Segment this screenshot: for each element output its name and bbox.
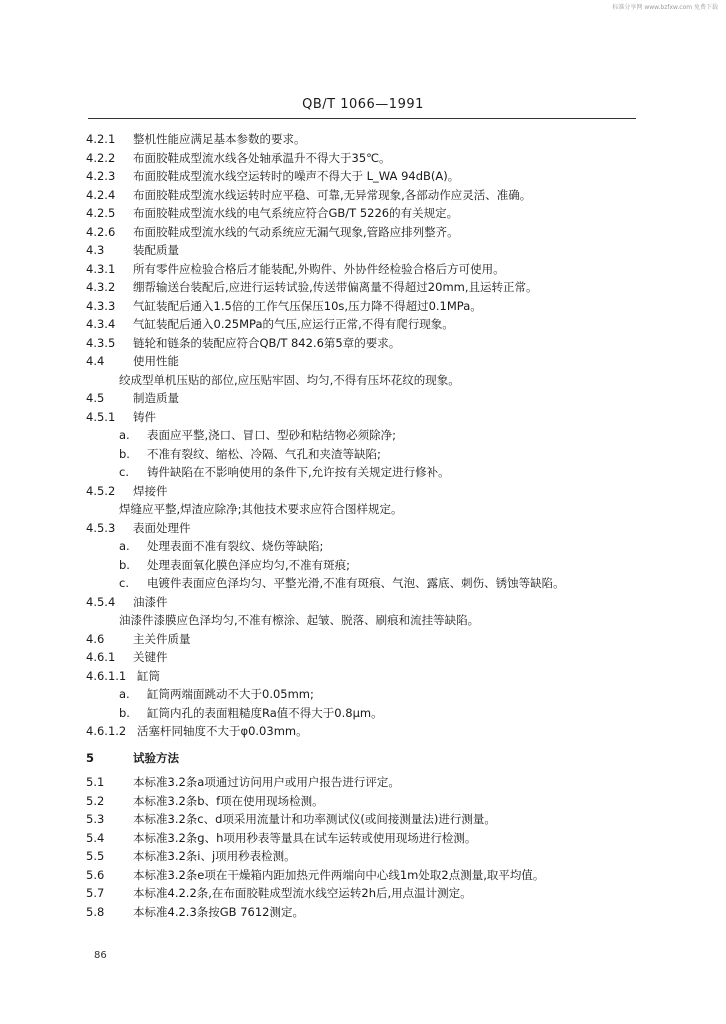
clause-text: 绞成型单机压贴的部位,应压贴牢固、均匀,不得有压坏花纹的现象。 [119, 372, 460, 387]
clause-line [86, 445, 646, 464]
clause-line [86, 186, 646, 205]
clause-number: 4.3.3 [86, 298, 116, 313]
clause-number: 5.1 [86, 775, 105, 789]
clause-number: 4.3.2 [86, 280, 116, 294]
clause-line [86, 667, 646, 686]
page-header: QB/T 1066—1991 [302, 97, 424, 112]
clause-line [86, 426, 646, 445]
clause-number: 4.3.5 [86, 335, 116, 350]
clause-line [86, 574, 646, 593]
clause-text: 铸件缺陷在不影响使用的条件下,允许按有关规定进行修补。 [147, 465, 450, 479]
item-label: a. [119, 687, 130, 701]
section-5-clause-list [86, 773, 646, 921]
clause-number: 4.5.3 [86, 520, 116, 535]
clause-line [86, 315, 646, 334]
clause-text: 气缸装配后通入1.5倍的工作气压保压10s,压力降不得超过0.1MPa。 [133, 298, 482, 313]
clause-line [86, 204, 646, 223]
clause-line [86, 884, 646, 903]
clause-number: 5.8 [86, 904, 105, 919]
page-number: 86 [94, 950, 107, 961]
clause-text: 布面胶鞋成型流水线各处轴承温升不得大于35℃。 [133, 150, 391, 165]
clause-text: 布面胶鞋成型流水线运转时应平稳、可靠,无异常现象,各部动作应灵活、准确。 [133, 187, 532, 202]
clause-text: 表面处理件 [133, 520, 191, 535]
clause-number: 4.2.1 [86, 132, 116, 146]
clause-number: 4.2.2 [86, 150, 116, 165]
clause-line [86, 722, 646, 741]
clause-line [86, 611, 646, 630]
clause-line [86, 519, 646, 538]
clause-text: 气缸装配后通入0.25MPa的气压,应运行正常,不得有爬行现象。 [133, 317, 454, 331]
clause-line [86, 630, 646, 649]
clause-line [86, 389, 646, 408]
clause-number: 4.2.3 [86, 169, 116, 183]
clause-text: 本标准4.2.2条,在布面胶鞋成型流水线空运转2h后,用点温计测定。 [133, 886, 472, 900]
clause-line [86, 260, 646, 279]
clause-number: 4.2.4 [86, 187, 116, 202]
clause-line [86, 241, 646, 260]
clause-line [86, 334, 646, 353]
section-number: 5 [86, 750, 95, 765]
clause-text: 布面胶鞋成型流水线空运转时的噪声不得大于 L_WA 94dB(A)。 [133, 169, 460, 183]
clause-line [86, 371, 646, 390]
clause-line [86, 556, 646, 575]
clause-line [86, 149, 646, 168]
clause-text: 焊接件 [133, 483, 168, 498]
clause-number: 5.2 [86, 793, 105, 808]
clause-text: 电镀件表面应色泽均匀、平整光滑,不准有斑痕、气泡、露底、刺伤、锈蚀等缺陷。 [147, 576, 565, 590]
clause-text: 本标准3.2条a项通过访问用户或用户报告进行评定。 [133, 775, 400, 789]
clause-number: 5.7 [86, 886, 105, 900]
clause-number: 5.3 [86, 812, 105, 826]
clause-text: 关键件 [133, 650, 168, 664]
clause-number: 4.5.2 [86, 483, 116, 498]
clause-number: 5.5 [86, 849, 105, 863]
item-label: b. [119, 557, 130, 572]
clause-text: 缸筒 [137, 668, 160, 683]
clause-line [86, 593, 646, 612]
header-divider [88, 118, 636, 119]
clause-line [86, 130, 646, 149]
clause-text: 所有零件应检验合格后才能装配,外购件、外协件经检验合格后方可使用。 [133, 261, 505, 276]
clause-text: 本标准3.2条g、h项用秒表等量具在试车运转或使用现场进行检测。 [133, 830, 477, 845]
clause-number: 4.6.1.2 [86, 724, 127, 738]
clause-number: 5.6 [86, 867, 105, 882]
clause-text: 绷帮输送台装配后,应进行运转试验,传送带偏离量不得超过20mm,且运转正常。 [133, 280, 538, 294]
clause-text: 油漆件 [133, 594, 168, 609]
clause-line [86, 297, 646, 316]
clause-number: 4.6.1.1 [86, 668, 127, 683]
clause-text: 活塞杆同轴度不大于φ0.03mm。 [137, 724, 308, 738]
clause-text: 处理表面氧化膜色泽应均匀,不准有斑痕; [147, 557, 351, 572]
clause-line [86, 773, 646, 792]
spacer [86, 741, 646, 749]
clause-list [86, 130, 646, 741]
clause-text: 链轮和链条的装配应符合QB/T 842.6第5章的要求。 [133, 335, 401, 350]
clause-number: 5.4 [86, 830, 105, 845]
clause-text: 油漆件漆膜应色泽均匀,不准有檫涂、起皱、脱落、刷痕和流挂等缺陷。 [119, 613, 480, 627]
clause-text: 本标准3.2条b、f项在使用现场检测。 [133, 793, 324, 808]
clause-number: 4.5 [86, 391, 105, 405]
clause-text: 不准有裂纹、缩松、冷隔、气孔和夹渣等缺陷; [147, 446, 381, 461]
clause-line [86, 685, 646, 704]
clause-line [86, 847, 646, 866]
clause-number: 4.4 [86, 354, 105, 368]
clause-text: 缸筒内孔的表面粗糙度Ra值不得大于0.8μm。 [147, 705, 383, 720]
clause-text: 使用性能 [133, 354, 179, 368]
clause-line [86, 278, 646, 297]
clause-number: 4.2.5 [86, 206, 116, 220]
item-label: a. [119, 428, 130, 442]
clause-number: 4.3.1 [86, 261, 116, 276]
clause-number: 4.6 [86, 631, 105, 646]
clause-line [86, 810, 646, 829]
clause-text: 制造质量 [133, 391, 179, 405]
item-label: c. [119, 576, 129, 590]
clause-number: 4.3 [86, 243, 105, 257]
clause-text: 本标准3.2条e项在干燥箱内距加热元件两端向中心线1m处取2点测量,取平均值。 [133, 867, 545, 882]
clause-line [86, 352, 646, 371]
clause-text: 主关件质量 [133, 631, 191, 646]
clause-text: 整机性能应满足基本参数的要求。 [133, 132, 306, 146]
clause-text: 表面应平整,浇口、冒口、型砂和粘结物必须除净; [147, 428, 397, 442]
clause-text: 铸件 [133, 409, 156, 424]
clause-number: 4.5.4 [86, 594, 116, 609]
clause-line [86, 537, 646, 556]
watermark: 标准分享网 www.bzfxw.com 免费下载 [612, 4, 718, 11]
item-label: c. [119, 465, 129, 479]
clause-text: 装配质量 [133, 243, 179, 257]
section-title-text: 试验方法 [133, 750, 179, 765]
clause-line [86, 463, 646, 482]
document-body [86, 130, 646, 921]
clause-line [86, 167, 646, 186]
clause-text: 缸筒两端面跳动不大于0.05mm; [147, 687, 314, 701]
clause-line [86, 648, 646, 667]
item-label: b. [119, 446, 130, 461]
clause-text: 焊缝应平整,焊渣应除净;其他技术要求应符合图样规定。 [119, 502, 403, 516]
clause-text: 处理表面不准有裂纹、烧伤等缺陷; [147, 539, 324, 553]
item-label: a. [119, 539, 130, 553]
clause-line [86, 408, 646, 427]
clause-line [86, 829, 646, 848]
clause-number: 4.2.6 [86, 224, 116, 239]
clause-line [86, 792, 646, 811]
clause-line [86, 704, 646, 723]
clause-number: 4.5.1 [86, 409, 116, 424]
item-label: b. [119, 705, 130, 720]
clause-line [86, 500, 646, 519]
clause-number: 4.6.1 [86, 650, 116, 664]
clause-line [86, 866, 646, 885]
clause-text: 本标准4.2.3条按GB 7612测定。 [133, 904, 304, 919]
clause-line [86, 903, 646, 922]
section-5-title [86, 749, 646, 768]
clause-text: 本标准3.2条i、j项用秒表检测。 [133, 849, 296, 863]
clause-text: 布面胶鞋成型流水线的气动系统应无漏气现象,管路应排列整齐。 [133, 224, 459, 239]
clause-line [86, 482, 646, 501]
clause-number: 4.3.4 [86, 317, 116, 331]
clause-line [86, 223, 646, 242]
clause-text: 布面胶鞋成型流水线的电气系统应符合GB/T 5226的有关规定。 [133, 206, 459, 220]
clause-text: 本标准3.2条c、d项采用流量计和功率测试仪(或间接测量法)进行测量。 [133, 812, 496, 826]
